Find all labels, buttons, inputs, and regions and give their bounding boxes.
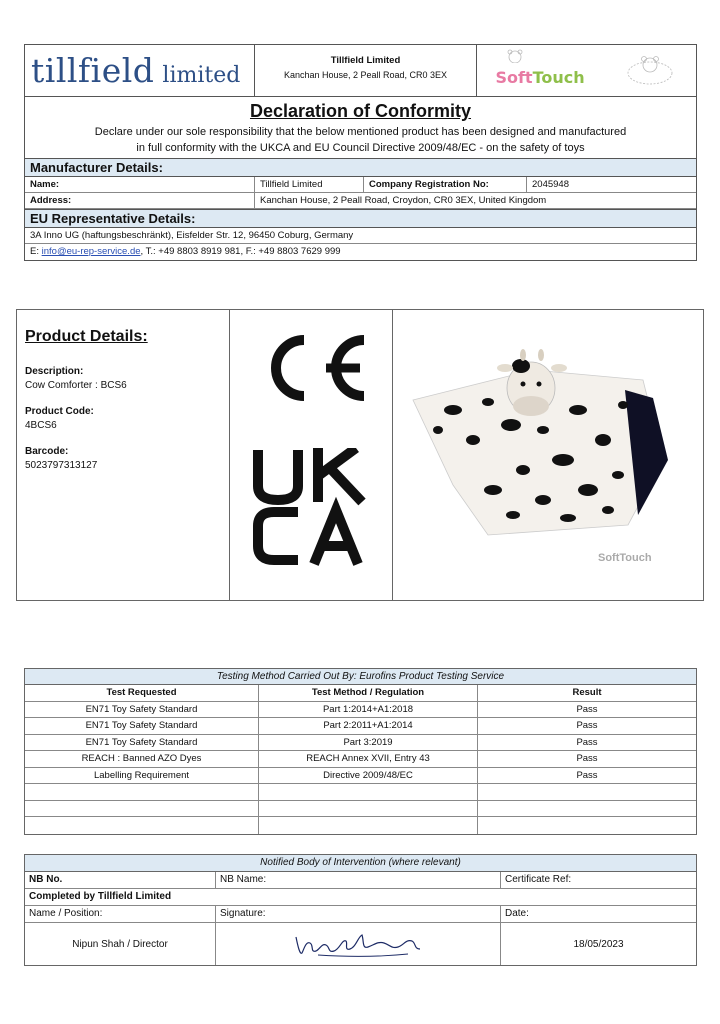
company-name: Tillfield Limited <box>330 55 401 66</box>
name-position-label: Name / Position: <box>25 906 216 922</box>
test-result-cell <box>478 801 696 817</box>
testing-row <box>25 735 696 752</box>
date-value: 18/05/2023 <box>573 938 624 950</box>
intro-line-2: in full conformity with the UKCA and EU Council Directive 2009/48/EC - on the safety of toys <box>136 142 585 154</box>
col-test-method: Test Method / Regulation <box>259 685 478 701</box>
col-result: Result <box>572 687 602 698</box>
barcode-value: 5023797313127 <box>25 460 98 471</box>
nb-no-label: NB No. <box>25 872 216 888</box>
eu-rep-address: 3A Inno UG (haftungsbeschränkt), Eisfelder Str. 12, 96450 Coburg, Germany <box>25 228 696 244</box>
test-requested-cell <box>25 817 259 834</box>
document-title: Declaration of Conformity <box>249 101 472 121</box>
signature-cell <box>216 923 501 965</box>
date-label: Date: <box>505 908 529 919</box>
notified-body-heading: Notified Body of Intervention (where relevant) <box>25 855 696 872</box>
header-top-row <box>25 45 696 97</box>
test-method-cell <box>259 801 478 817</box>
testing-table <box>24 668 697 835</box>
test-requested-cell: REACH : Banned AZO Dyes <box>25 751 259 767</box>
soft-touch-watermark: SoftTouch <box>598 552 652 564</box>
barcode-label: Barcode: <box>25 446 69 457</box>
soft-touch-wordmark: SoftTouch <box>495 67 585 87</box>
test-requested-cell: Labelling Requirement <box>25 768 259 784</box>
completed-by: Completed by Tillfield Limited <box>25 889 696 906</box>
logo-sub-text: limited <box>162 63 241 88</box>
conformity-marks <box>230 310 393 600</box>
testing-heading: Testing Method Carried Out By: Eurofins Product Testing Service <box>25 669 696 685</box>
test-result-cell: Pass <box>576 703 598 715</box>
product-heading: Product Details: <box>25 328 148 345</box>
test-method-cell: REACH Annex XVII, Entry 43 <box>259 751 478 767</box>
testing-row <box>25 784 696 801</box>
name-position-value: Nipun Shah / Director <box>25 923 216 965</box>
handwritten-signature <box>288 927 428 961</box>
reg-no-value: 2045948 <box>532 179 569 190</box>
test-requested-cell: EN71 Toy Safety Standard <box>25 735 259 751</box>
testing-rows <box>25 702 696 834</box>
manufacturer-address-row <box>25 193 696 209</box>
test-result-cell: Pass <box>576 720 598 731</box>
signoff-labels-row <box>25 906 696 923</box>
test-method-cell <box>259 784 478 800</box>
eu-rep-email-link[interactable]: info@eu-rep-service.de <box>41 246 141 257</box>
email-prefix: E: <box>30 246 39 257</box>
testing-row <box>25 751 696 768</box>
company-address: Kanchan House, 2 Peall Road, CR0 3EX <box>283 70 448 80</box>
testing-column-headers <box>25 685 696 702</box>
test-method-cell <box>259 817 478 834</box>
test-method-cell: Directive 2009/48/EC <box>259 768 478 784</box>
eu-rep-contact <box>25 244 696 260</box>
ukca-mark-icon <box>252 448 370 566</box>
ce-mark-icon <box>252 332 370 404</box>
eu-rep-heading: EU Representative Details: <box>25 209 696 228</box>
product-image-cell <box>393 310 703 600</box>
reg-no-label: Company Registration No: <box>364 177 527 192</box>
sign-off-table <box>24 854 697 966</box>
manufacturer-name-row <box>25 177 696 193</box>
product-info <box>17 310 230 600</box>
name-value: Tillfield Limited <box>255 177 364 192</box>
product-code-label: Product Code: <box>25 406 94 417</box>
address-label: Address: <box>25 193 255 208</box>
eu-rep-phones: , T.: +49 8803 8919 981, F.: +49 8803 7629 999 <box>140 246 341 257</box>
test-result-cell <box>478 817 696 834</box>
cow-comforter-image <box>393 310 703 600</box>
test-requested-cell: EN71 Toy Safety Standard <box>25 702 259 718</box>
test-result-cell: Pass <box>576 736 598 748</box>
test-requested-cell <box>25 784 259 800</box>
test-method-cell: Part 2:2011+A1:2014 <box>259 718 478 734</box>
soft-touch-logo <box>495 49 584 93</box>
address-value: Kanchan House, 2 Peall Road, Croydon, CR0 3EX, United Kingdom <box>260 195 547 206</box>
tillfield-logo <box>25 45 255 96</box>
product-code-value: 4BCS6 <box>25 420 57 431</box>
test-result-cell <box>478 784 696 800</box>
nb-name-label: NB Name: <box>216 872 501 888</box>
testing-row <box>25 718 696 735</box>
test-result-cell: Pass <box>576 769 598 781</box>
test-method-cell: Part 3:2019 <box>259 735 478 751</box>
name-label: Name: <box>25 177 255 192</box>
test-requested-cell <box>25 801 259 817</box>
testing-row <box>25 801 696 818</box>
manufacturer-heading: Manufacturer Details: <box>25 158 696 177</box>
teddy-ears-icon <box>495 49 535 63</box>
declaration-intro <box>25 122 696 158</box>
bear-logo-icon <box>622 54 678 88</box>
company-address-cell <box>255 45 477 96</box>
description-label: Description: <box>25 366 84 377</box>
col-test-requested: Test Requested <box>25 685 259 701</box>
test-requested-cell: EN71 Toy Safety Standard <box>25 718 259 734</box>
description-value: Cow Comforter : BCS6 <box>25 380 127 391</box>
testing-row <box>25 702 696 719</box>
notified-body-row <box>25 872 696 889</box>
declaration-header <box>24 44 697 261</box>
brand-logos <box>477 45 696 96</box>
logo-main-text: tillfield <box>31 51 155 90</box>
testing-row <box>25 768 696 785</box>
test-method-cell: Part 1:2014+A1:2018 <box>259 702 478 718</box>
testing-row <box>25 817 696 834</box>
certificate-ref-label: Certificate Ref: <box>505 874 572 885</box>
signature-label: Signature: <box>216 906 501 922</box>
signoff-values-row <box>25 923 696 965</box>
test-result-cell: Pass <box>576 753 598 764</box>
product-details-block <box>16 309 704 601</box>
intro-line-1: Declare under our sole responsibility that the below mentioned product has been designed and manufactured <box>94 126 627 138</box>
